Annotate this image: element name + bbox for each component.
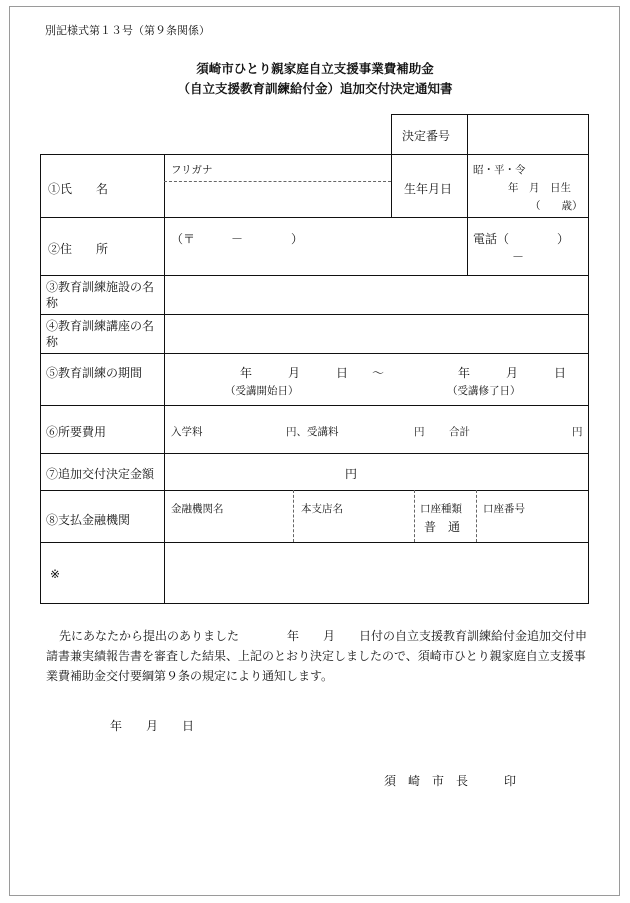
bank-name-label: 金融機関名: [171, 503, 224, 515]
tuition-unit: 円: [414, 426, 425, 438]
bank-branch-label: 本支店名: [301, 503, 343, 515]
facility-label: ③教育訓練施設の名称: [46, 280, 155, 310]
period-start-field[interactable]: 年 月 日 ～: [240, 366, 385, 380]
name-label: ①氏 名: [48, 182, 109, 196]
account-number-label: 口座番号: [483, 503, 525, 515]
entrance-fee-unit: 円、受講料: [286, 426, 339, 438]
decision-number-label: 決定番号: [402, 129, 451, 143]
facility-field[interactable]: [170, 279, 584, 311]
phone-dash: －: [512, 250, 525, 264]
course-field[interactable]: [170, 318, 584, 350]
issue-date: 年 月 日: [110, 719, 195, 733]
period-end-note: （受講修了日）: [447, 385, 521, 397]
notification-body: 先にあなたから提出のありました 年 月 日付の自立支援教育訓練給付金追加交付申請書兼実績報告書を審査した結果、上記のとおり決定しましたので、須崎市ひとり親家庭自立支援事業費補助金交付要綱第９条の規定により通知します。: [46, 629, 588, 683]
name-field[interactable]: [170, 186, 385, 214]
mayor-signature: 須 崎 市 長 印: [384, 774, 517, 788]
amount-label: ⑦追加交付決定金額: [46, 467, 155, 481]
cost-label: ⑥所要費用: [46, 425, 107, 439]
note-field[interactable]: [170, 547, 584, 599]
title-line-1: 須崎市ひとり親家庭自立支援事業費補助金: [196, 61, 434, 76]
address-label: ②住 所: [48, 242, 109, 256]
period-label: ⑤教育訓練の期間: [46, 366, 143, 380]
birthdate-label: 生年月日: [404, 182, 453, 196]
birth-date-field[interactable]: 年 月 日生: [508, 182, 571, 194]
amount-unit: 円: [345, 467, 358, 481]
total-label: 合計: [449, 426, 470, 438]
note-mark: ※: [50, 567, 61, 581]
amount-field[interactable]: [170, 458, 340, 486]
title-line-2: （自立支援教育訓練給付金）追加交付決定通知書: [177, 81, 453, 96]
furigana-field[interactable]: [230, 158, 385, 178]
course-label: ④教育訓練講座の名称: [46, 319, 155, 349]
entrance-fee-label: 入学料: [171, 426, 203, 438]
period-start-note: （受講開始日）: [225, 385, 299, 397]
total-unit: 円: [572, 426, 583, 438]
decision-number-field[interactable]: [472, 118, 584, 151]
age-field[interactable]: （ 歳）: [530, 200, 583, 212]
bank-label: ⑧支払金融機関: [46, 513, 131, 527]
address-field[interactable]: [170, 248, 462, 272]
postal-code-field[interactable]: （〒 － ）: [171, 232, 304, 246]
era-options[interactable]: 昭・平・令: [473, 164, 526, 176]
account-type-label: 口座種類: [420, 503, 462, 515]
period-end-field[interactable]: 年 月 日: [458, 366, 567, 380]
phone-label[interactable]: 電話（ ）: [473, 232, 570, 246]
furigana-label: フリガナ: [171, 164, 213, 176]
form-number: 別記様式第１３号（第９条関係）: [45, 24, 210, 37]
account-type-value: 普 通: [424, 520, 461, 534]
